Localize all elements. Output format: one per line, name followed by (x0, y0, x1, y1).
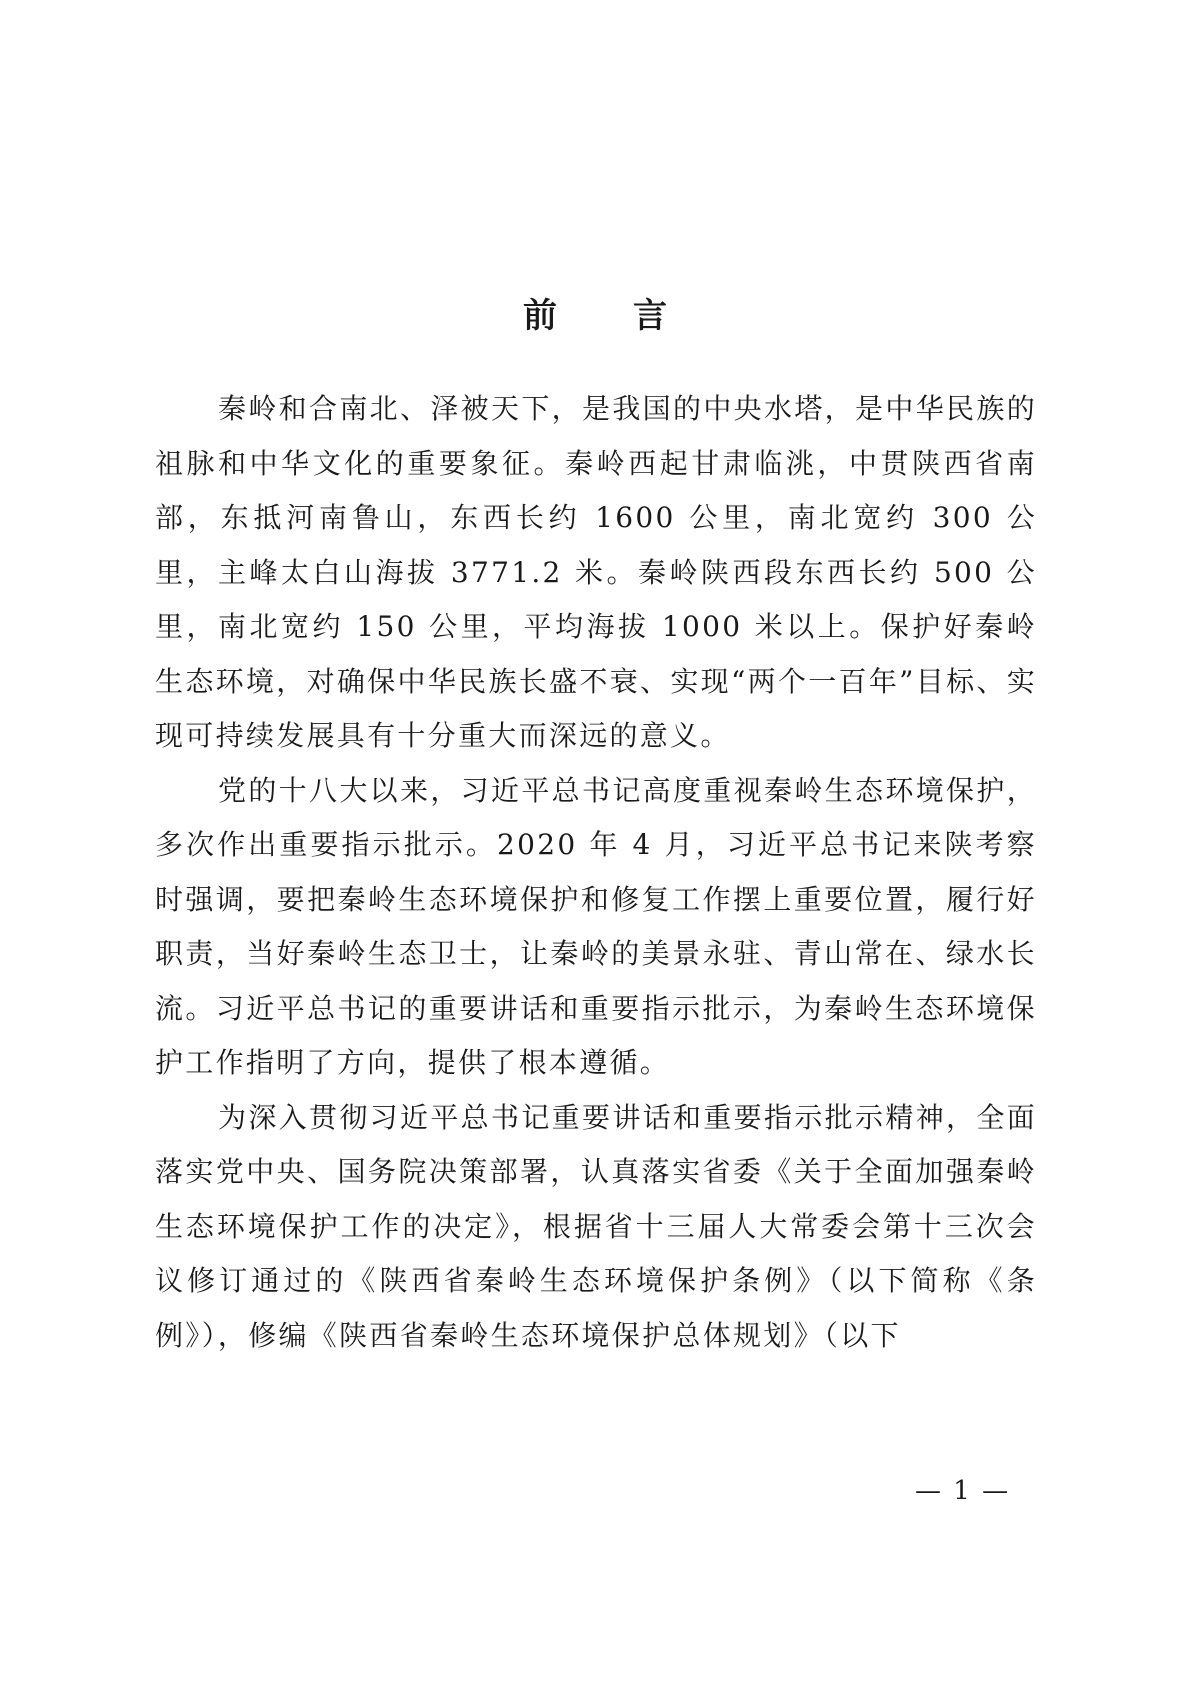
page-title: 前言 (523, 296, 743, 336)
paragraph-party-leadership: 党的十八大以来，习近平总书记高度重视秦岭生态环境保护，多次作出重要指示批示。2020 年 4 月，习近平总书记来陕考察时强调，要把秦岭生态环境保护和修复工作摆上重要位置，履行好职责，当好秦岭生态卫士，让秦岭的美景永驻、青山常在、绿水长流。习近平总书记的重要讲话和重要指示批示，为秦岭生态环境保护工作指明了方向，提供了根本遵循。 (155, 773, 1037, 1079)
paragraph-implementation: 为深入贯彻习近平总书记重要讲话和重要指示批示精神，全面落实党中央、国务院决策部署，认真落实省委《关于全面加强秦岭生态环境保护工作的决定》，根据省十三届人大常委会第十三次会议修订通过的《陕西省秦岭生态环境保护条例》（以下简称《条例》），修编《陕西省秦岭生态环境保护总体规划》（以下 (155, 1100, 1037, 1352)
paragraph-qinling-overview: 秦岭和合南北、泽被天下，是我国的中央水塔，是中华民族的祖脉和中华文化的重要象征。秦岭西起甘肃临洮，中贯陕西省南部，东抵河南鲁山，东西长约 1600 公里，南北宽约 300 公里，主峰太白山海拔 3771.2 米。秦岭陕西段东西长约 500 公里，南北宽约 150 公里，平均海拔 1000 米以上。保护好秦岭生态环境，对确保中华民族长盛不衰、实现“两个一百年”目标、实现可持续发展具有十分重大而深远的意义。 (155, 392, 1037, 752)
body-text (155, 382, 1037, 1363)
page-number: — 1 — (915, 1476, 1011, 1506)
